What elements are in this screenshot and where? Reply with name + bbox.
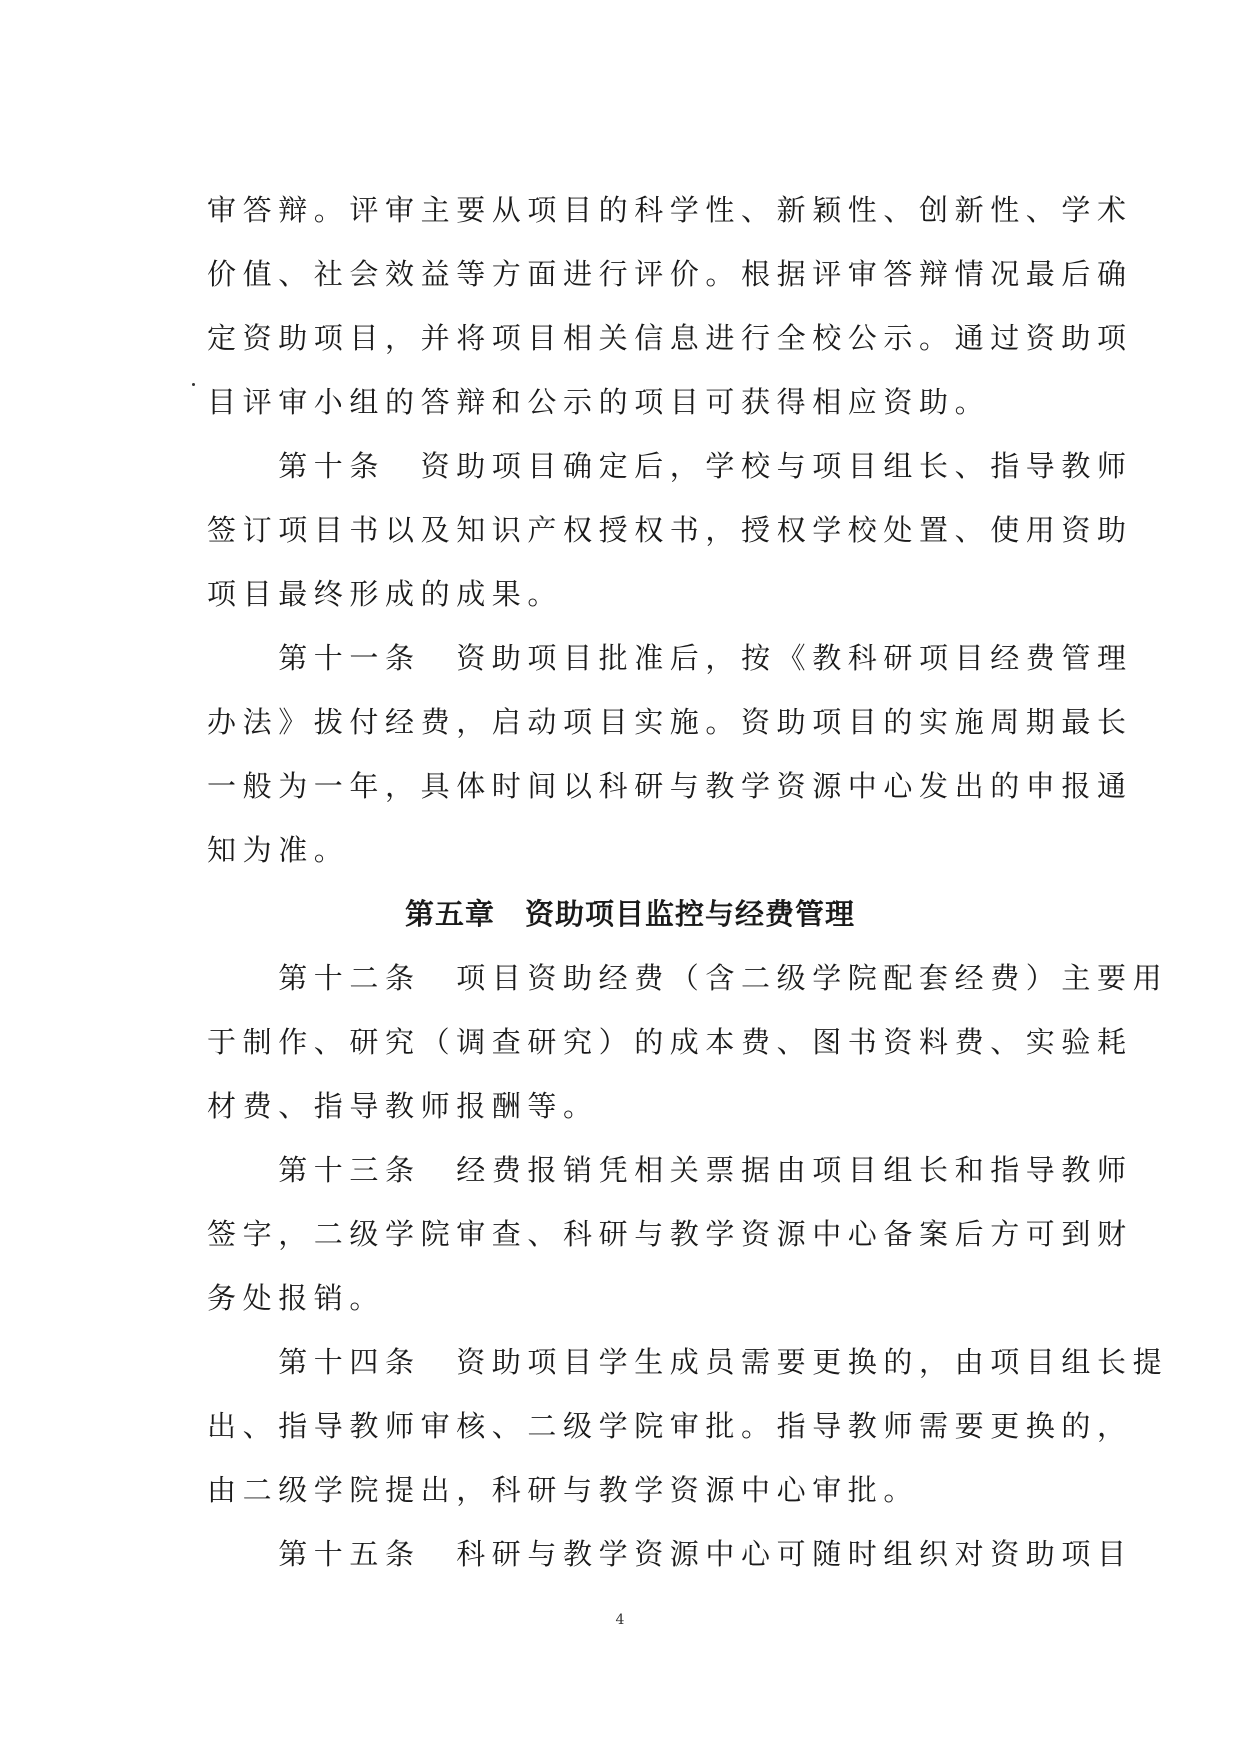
article-11-start: 第十一条 资助项目批准后，按《教科研项目经费管理 [207, 641, 1133, 675]
chapter-heading: 第五章 资助项目监控与经费管理 [404, 897, 855, 931]
text-line: 一般为一年，具体时间以科研与教学资源中心发出的申报通 [207, 769, 1133, 803]
document-body [207, 178, 1169, 1586]
text-line: 价值、社会效益等方面进行评价。根据评审答辩情况最后确 [207, 257, 1133, 291]
text-line: 由二级学院提出，科研与教学资源中心审批。 [207, 1473, 920, 1507]
text-line: 出、指导教师审核、二级学院审批。指导教师需要更换的， [207, 1409, 1133, 1443]
article-14-start: 第十四条 资助项目学生成员需要更换的，由项目组长提 [207, 1345, 1169, 1379]
article-15-start: 第十五条 科研与教学资源中心可随时组织对资助项目 [207, 1537, 1133, 1571]
text-line: 务处报销。 [207, 1281, 386, 1315]
article-10-start: 第十条 资助项目确定后，学校与项目组长、指导教师 [207, 449, 1133, 483]
text-line: 审答辩。评审主要从项目的科学性、新颖性、创新性、学术 [207, 193, 1133, 227]
text-line: 定资助项目，并将项目相关信息进行全校公示。通过资助项 [207, 321, 1133, 355]
text-line: 办法》拔付经费，启动项目实施。资助项目的实施周期最长 [207, 705, 1133, 739]
text-line: 项目最终形成的成果。 [207, 577, 564, 611]
page-number: 4 [615, 1612, 625, 1628]
article-13-start: 第十三条 经费报销凭相关票据由项目组长和指导教师 [207, 1153, 1133, 1187]
text-line: 材费、指导教师报酬等。 [207, 1089, 599, 1123]
text-line: 签字，二级学院审查、科研与教学资源中心备案后方可到财 [207, 1217, 1133, 1251]
text-line: 于制作、研究（调查研究）的成本费、图书资料费、实验耗 [207, 1025, 1133, 1059]
text-line: 目评审小组的答辩和公示的项目可获得相应资助。 [207, 385, 991, 419]
scan-artifact-dot [192, 383, 195, 386]
article-12-start: 第十二条 项目资助经费（含二级学院配套经费）主要用 [207, 961, 1169, 995]
text-line: 签订项目书以及知识产权授权书，授权学校处置、使用资助 [207, 513, 1133, 547]
text-line: 知为准。 [207, 833, 350, 867]
